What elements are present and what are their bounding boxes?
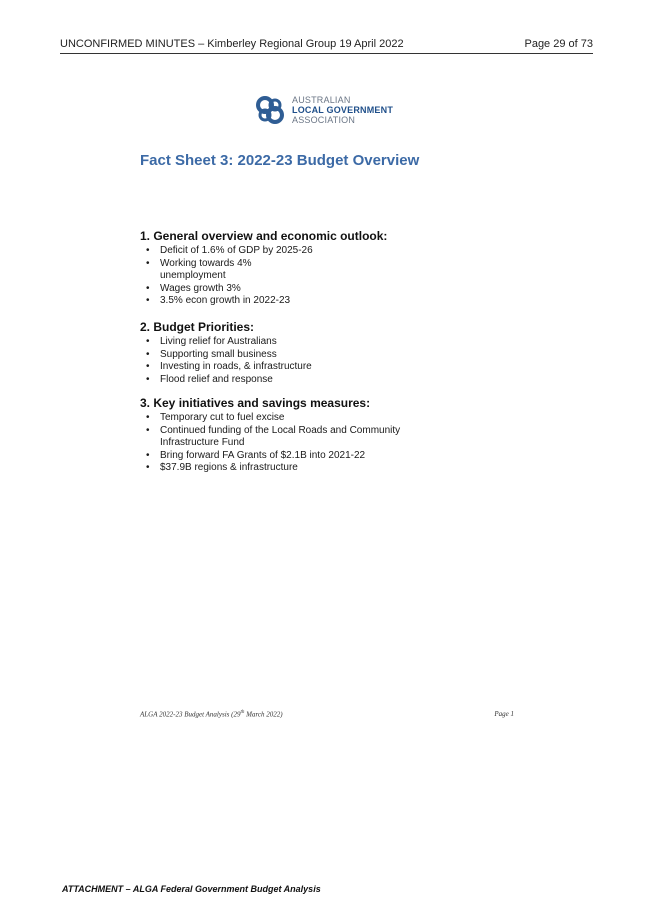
section-economic-outlook bbox=[140, 229, 440, 308]
list-item: • 3.5% econ growth in 2022-23 bbox=[140, 295, 440, 308]
logo-wordmark bbox=[292, 95, 393, 125]
list-item: • Investing in roads, & infrastructure bbox=[140, 361, 440, 374]
fact-sheet-title: Fact Sheet 3: 2022-23 Budget Overview bbox=[140, 152, 420, 169]
section-heading: 3. Key initiatives and savings measures: bbox=[140, 396, 371, 410]
logo-line-2: LOCAL GOVERNMENT bbox=[292, 105, 394, 115]
logo-line-1: AUSTRALIAN bbox=[292, 95, 351, 105]
alga-logo bbox=[254, 94, 393, 126]
list-item: • Wages growth 3% bbox=[140, 283, 440, 296]
bullet-list bbox=[140, 245, 440, 308]
section-budget-priorities bbox=[140, 320, 440, 386]
section-heading: 2. Budget Priorities: bbox=[140, 320, 255, 334]
alga-knot-icon bbox=[254, 94, 286, 126]
footer-source-end: March 2022) bbox=[244, 710, 283, 719]
footer-source-sup: th bbox=[240, 710, 245, 715]
footer-page-label: Page 1 bbox=[494, 710, 514, 718]
embedded-page-footer bbox=[140, 710, 514, 718]
footer-source bbox=[140, 710, 283, 718]
header-minutes-title: UNCONFIRMED MINUTES – Kimberley Regional Group 19 April 2022 bbox=[60, 38, 404, 50]
list-item: • Deficit of 1.6% of GDP by 2025-26 bbox=[140, 245, 440, 258]
attachment-label: ATTACHMENT – ALGA Federal Government Budget Analysis bbox=[62, 884, 321, 894]
bullet-list bbox=[140, 336, 440, 386]
list-item: • $37.9B regions & infrastructure bbox=[140, 462, 430, 475]
section-key-initiatives bbox=[140, 396, 430, 475]
page-header bbox=[60, 38, 593, 54]
list-item: • Temporary cut to fuel excise bbox=[140, 412, 430, 425]
list-item: • Supporting small business bbox=[140, 349, 440, 362]
logo-line-3: ASSOCIATION bbox=[292, 115, 356, 125]
bullet-list bbox=[140, 412, 430, 475]
list-item: • Continued funding of the Local Roads and Community Infrastructure Fund bbox=[140, 425, 415, 450]
section-heading: 1. General overview and economic outlook: bbox=[140, 229, 388, 243]
list-item: • Living relief for Australians bbox=[140, 336, 440, 349]
list-item: • Working towards 4% unemployment bbox=[140, 258, 280, 283]
footer-source-main: ALGA 2022-23 Budget Analysis (29 bbox=[140, 710, 241, 719]
list-item: • Flood relief and response bbox=[140, 374, 440, 387]
list-item: • Bring forward FA Grants of $2.1B into 2021-22 bbox=[140, 450, 430, 463]
header-page-number: Page 29 of 73 bbox=[524, 38, 593, 50]
